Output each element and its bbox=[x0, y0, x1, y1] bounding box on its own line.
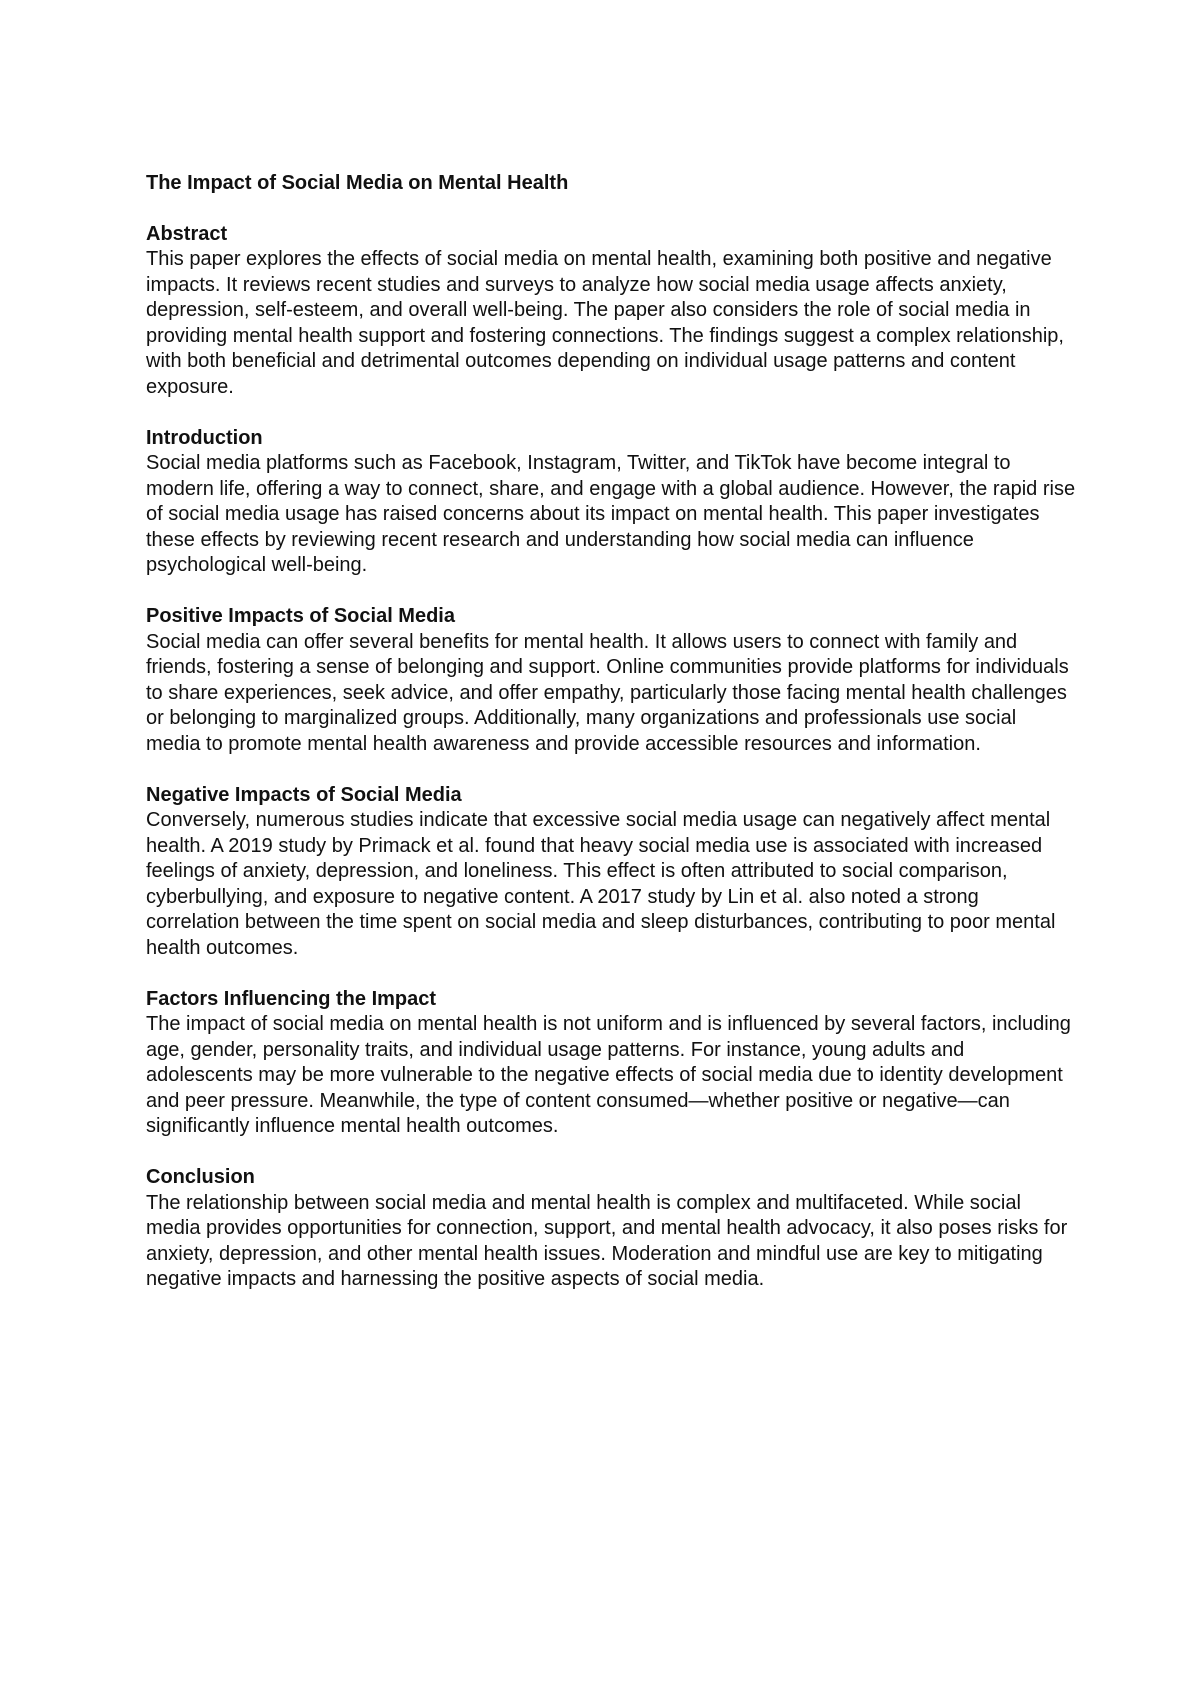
section-heading: Introduction bbox=[146, 426, 263, 449]
section-body: Social media can offer several benefits for mental health. It allows users to connect with family and friends, fostering a sense of belonging and support. Online communities provide platforms for individuals to share experiences, seek advice, and offer empathy, particularly those facing mental health challenges or belonging to marginalized groups. Additionally, many organizations and professionals use social media to promote mental health awareness and provide accessible resources and information. bbox=[146, 630, 1069, 755]
section-body: The relationship between social media and mental health is complex and multifaceted. While social media provides opportunities for connection, support, and mental health advocacy, it also poses risks for anxiety, depression, and other mental health issues. Moderation and mindful use are key to mitigating negative impacts and harnessing the positive aspects of social media. bbox=[146, 1191, 1068, 1290]
section-conclusion bbox=[146, 1165, 1076, 1293]
section-body: Social media platforms such as Facebook, Instagram, Twitter, and TikTok have become integral to modern life, offering a way to connect, share, and engage with a global audience. However, the rapid rise of social media usage has raised concerns about its impact on mental health. This paper investigates these effects by reviewing recent research and understanding how social media can influence psychological well-being. bbox=[146, 452, 1076, 576]
section-heading: Abstract bbox=[146, 222, 228, 245]
document-title: The Impact of Social Media on Mental Health bbox=[146, 172, 569, 194]
section-body: The impact of social media on mental health is not uniform and is influenced by several factors, including age, gender, personality traits, and individual usage patterns. For instance, young adults and adolescents may be more vulnerable to the negative effects of social media due to identity development and peer pressure. Meanwhile, the type of content consumed—whether positive or negative—can significantly influence mental health outcomes. bbox=[146, 1013, 1071, 1137]
section-heading: Factors Influencing the Impact bbox=[146, 987, 437, 1010]
section-positive-impacts bbox=[146, 604, 1076, 757]
section-body: This paper explores the effects of social media on mental health, examining both positive and negative impacts. It reviews recent studies and surveys to analyze how social media usage affects anxiety, depression, self-esteem, and overall well-being. The paper also considers the role of social media in providing mental health support and fostering connections. The findings suggest a complex relationship, with both beneficial and detrimental outcomes depending on individual usage patterns and content exposure. bbox=[146, 248, 1064, 398]
section-heading: Positive Impacts of Social Media bbox=[146, 605, 455, 627]
section-factors bbox=[146, 987, 1076, 1140]
section-heading: Negative Impacts of Social Media bbox=[146, 783, 462, 806]
section-heading: Conclusion bbox=[146, 1166, 255, 1188]
document-content bbox=[146, 171, 1076, 1318]
section-body: Conversely, numerous studies indicate that excessive social media usage can negatively affect mental health. A 2019 study by Primack et al. found that heavy social media use is associated with increased feelings of anxiety, depression, and loneliness. This effect is often attributed to social comparison, cyberbullying, and exposure to negative content. A 2017 study by Lin et al. also noted a strong correlation between the time spent on social media and sleep disturbances, contributing to poor mental health outcomes. bbox=[146, 809, 1056, 959]
section-negative-impacts bbox=[146, 783, 1076, 962]
section-introduction bbox=[146, 426, 1076, 579]
section-abstract bbox=[146, 222, 1076, 401]
